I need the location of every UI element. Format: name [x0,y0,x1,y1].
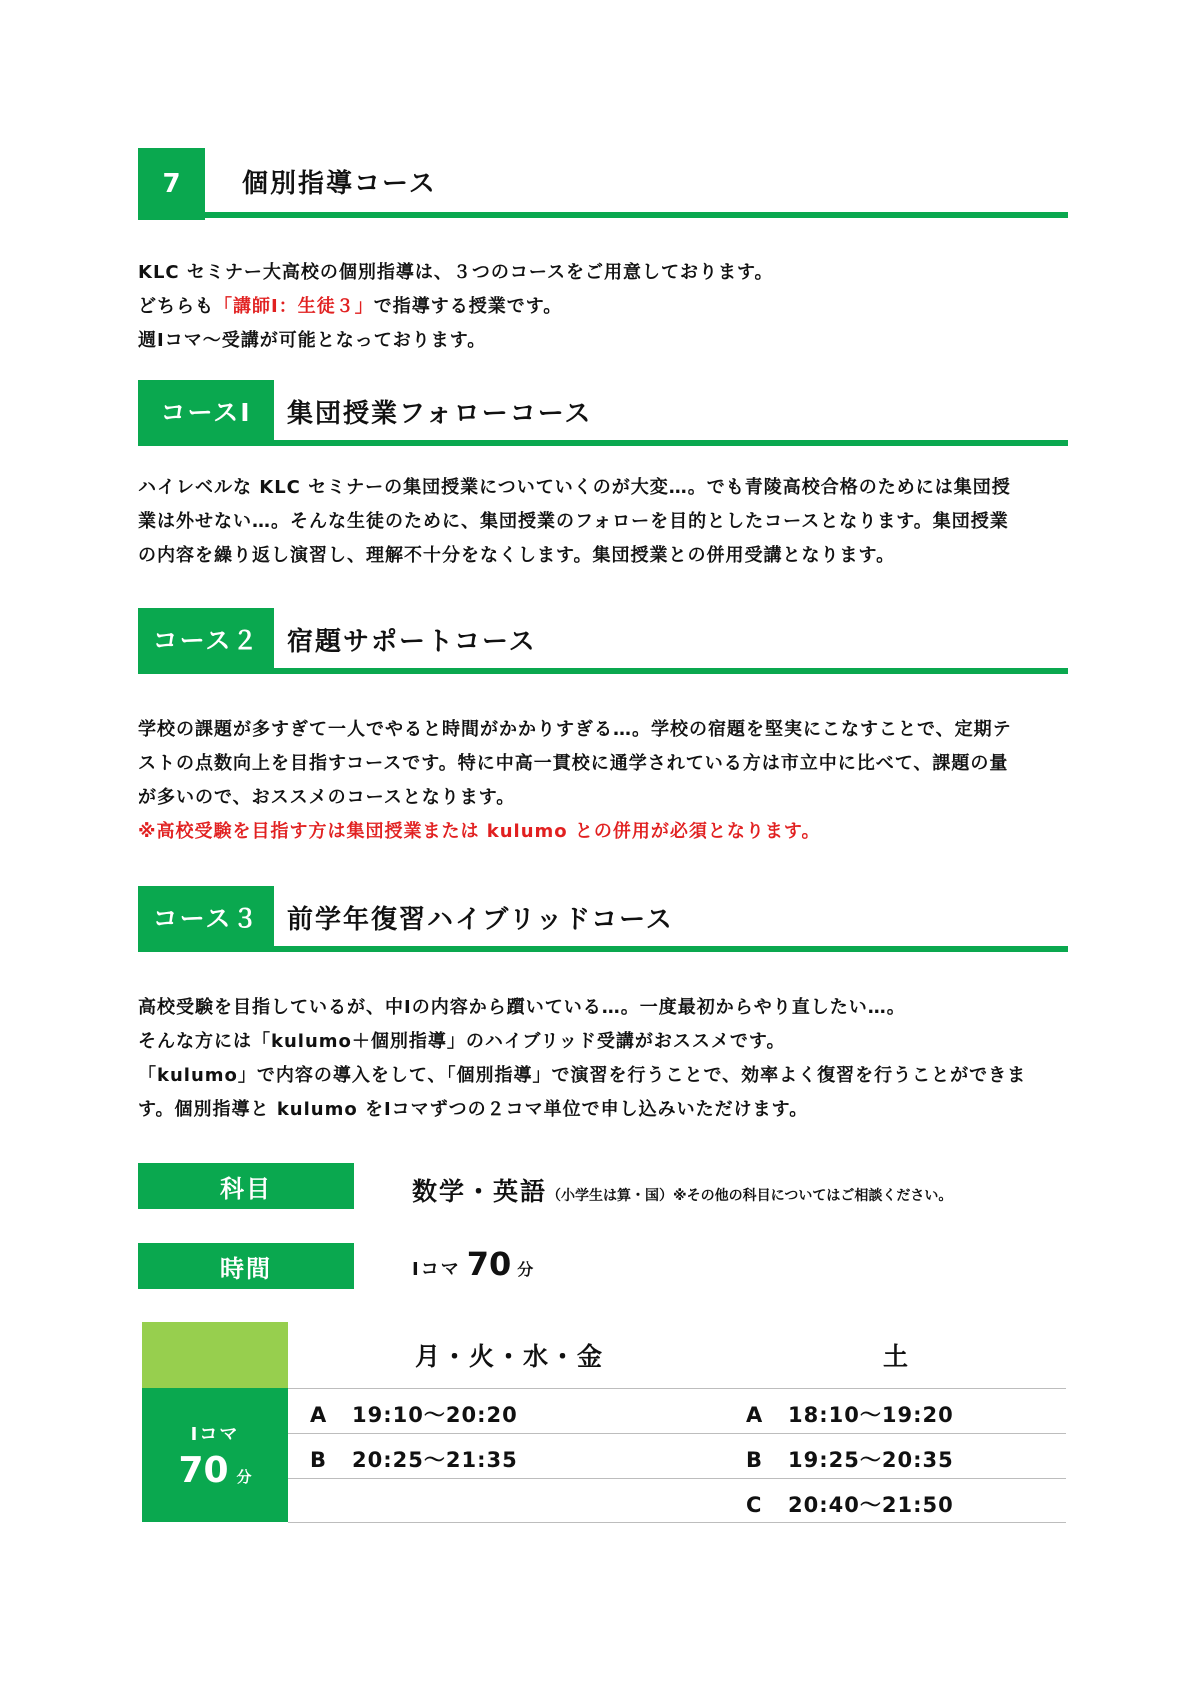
subjects-label: 科目 [138,1163,354,1209]
course3-line-2: そんな方には「kulumo＋個別指導」のハイブリッド受講がおススメです。 [138,1031,786,1052]
slot-time: 18:10〜19:20 [788,1403,954,1427]
course3-line-3: 「kulumo」で内容の導入をして、「個別指導」で演習を行うことで、効率よく復習を行うことができま [138,1065,1027,1086]
subjects-note: ※その他の科目についてはご相談ください。 [673,1188,953,1204]
slot-time: 19:25〜20:35 [788,1448,954,1472]
slot-key: B [746,1448,764,1472]
subjects-main: 数学・英語 [412,1177,548,1206]
saturday-header: 土 [883,1342,911,1371]
schedule-side-unit: 分 [236,1467,252,1486]
course3-underline [138,946,1068,952]
intro-line-1: KLC セミナー大高校の個別指導は、３つのコースをご用意しております。 [138,262,774,283]
subjects-paren: （小学生は算・国） [547,1188,674,1204]
time-prefix: Ⅰコマ [412,1259,461,1280]
time-number: 70 [466,1245,512,1283]
saturday-slot [746,1399,954,1429]
time-unit: 分 [517,1260,534,1279]
schedule-side-cell [142,1388,288,1522]
slot-key: C [746,1493,763,1517]
table-rule-4 [288,1522,1066,1523]
ratio-highlight: 「講師Ⅰ：生徒３」 [214,296,374,317]
course1-title: 集団授業フォローコース [287,399,593,429]
intro-line-2-pre: どちらも [138,296,214,317]
table-rule-3 [288,1478,1066,1479]
weekday-slot [310,1444,518,1474]
saturday-slot [746,1489,954,1519]
subjects-info [412,1172,952,1208]
intro-paragraph [138,256,1068,358]
course3-line-4: す。個別指導と kulumo をⅠコマずつの２コマ単位で申し込みいただけます。 [138,1099,809,1120]
schedule-side-label: Ⅰコマ [190,1423,240,1445]
slot-time: 20:25〜21:35 [352,1448,518,1472]
schedule-side-duration [178,1450,251,1491]
slot-key: A [746,1403,764,1427]
course2-line-1: 学校の課題が多すぎて一人でやると時間がかかりすぎる…。学校の宿題を堅実にこなすことで、定期テ [138,719,1012,740]
section-number-badge: 7 [138,148,205,220]
slot-time: 20:40〜21:50 [788,1493,954,1517]
course2-note: ※高校受験を目指す方は集団授業または kulumo との併用が必須となります。 [138,821,821,842]
course2-tab: コース２ [138,608,274,670]
course1-description [138,471,1068,573]
table-rule-2 [288,1433,1066,1434]
weekday-header: 月・火・水・金 [415,1342,605,1371]
course3-title: 前学年復習ハイブリッドコース [287,905,674,935]
schedule-side-number: 70 [178,1449,229,1491]
slot-key: B [310,1448,328,1472]
time-info [412,1245,533,1283]
course1-line-3: の内容を繰り返し演習し、理解不十分をなくします。集団授業との併用受講となります。 [138,545,896,566]
intro-line-2 [138,290,1068,324]
saturday-slot [746,1444,954,1474]
slot-key: A [310,1403,328,1427]
course1-line-1: ハイレベルな KLC セミナーの集団授業についていくのが大変…。でも青陵高校合格のためには集団授 [138,477,1011,498]
slot-time: 19:10〜20:20 [352,1403,518,1427]
course3-line-1: 高校受験を目指しているが、中Ⅰの内容から躓いている…。一度最初からやり直したい…。 [138,997,906,1018]
weekday-slot [310,1399,518,1429]
course2-line-3: が多いので、おススメのコースとなります。 [138,787,516,808]
course1-line-2: 業は外せない…。そんな生徒のために、集団授業のフォローを目的としたコースとなります。集団授業 [138,511,1009,532]
course2-underline [138,668,1068,674]
course1-underline [138,440,1068,446]
course1-tab: コースⅠ [138,380,274,442]
course2-description [138,713,1068,849]
section-underline [138,212,1068,218]
course2-title: 宿題サポートコース [287,627,537,657]
course2-line-2: ストの点数向上を目指すコースです。特に中高一貫校に通学されている方は市立中に比べて、課題の量 [138,753,1009,774]
intro-line-3: 週Ⅰコマ〜受講が可能となっております。 [138,330,487,351]
section-title: 個別指導コース [242,169,437,199]
intro-line-2-post: で指導する授業です。 [373,296,563,317]
course3-description [138,991,1068,1127]
course3-tab: コース３ [138,886,274,948]
schedule-corner-cell [142,1322,288,1388]
table-rule-1 [288,1388,1066,1389]
time-label: 時間 [138,1243,354,1289]
